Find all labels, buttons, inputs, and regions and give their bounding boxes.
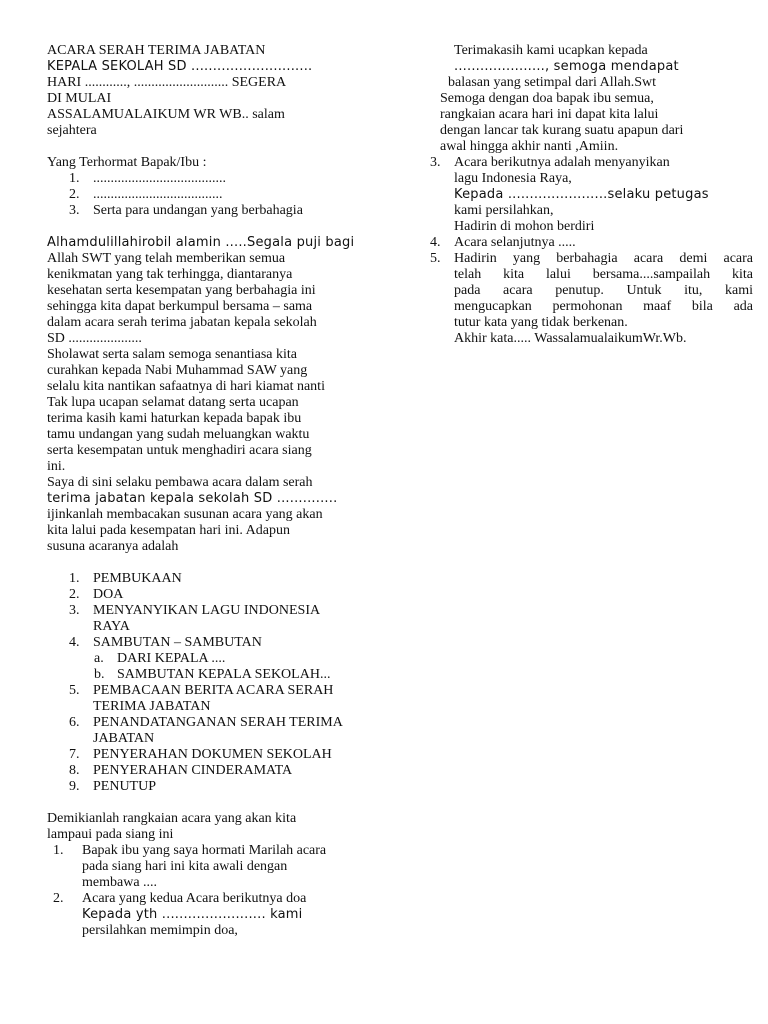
paragraph-line: curahkan kepada Nabi Muhammad SAW yang (47, 363, 308, 378)
step-item-continued: persilahkan memimpin doa, (82, 923, 238, 938)
agenda-item: 7. PENYERAHAN DOKUMEN SEKOLAH (69, 747, 332, 762)
left-column (47, 43, 357, 939)
header-line: ACARA SERAH TERIMA JABATAN (47, 43, 266, 58)
closing-intro (47, 811, 357, 843)
opening-paragraph (47, 235, 357, 555)
paragraph-line: SD ..................... (47, 331, 142, 346)
step-item-continued: Kepada yth ........................ kami (82, 907, 303, 922)
paragraph-line: awal hingga akhir nanti ,Amiin. (440, 139, 619, 154)
paragraph-line: kita lalui pada kesempatan hari ini. Adapun (47, 523, 290, 538)
greeting: Yang Terhormat Bapak/Ibu : (47, 155, 207, 170)
agenda-item-continued: RAYA (93, 619, 130, 634)
list-item: 1. ...................................... (69, 171, 226, 186)
paragraph-line: Alhamdulillahirobil alamin .....Segala puji bagi (47, 235, 355, 250)
document-header (47, 43, 357, 139)
step-item-continued: membawa .... (82, 875, 158, 890)
paragraph-line: ....................., semoga mendapat (454, 59, 679, 74)
step-item: 1. Bapak ibu yang saya hormati Marilah acara (53, 843, 327, 858)
paragraph-line: Semoga dengan doa bapak ibu semua, (440, 91, 654, 106)
step-item: 3. Acara berikutnya adalah menyanyikan (430, 155, 670, 170)
steps-list (47, 843, 357, 939)
step-item-continued: pada siang hari ini kita awali dengan (82, 859, 288, 874)
step-item: 2. Acara yang kedua Acara berikutnya doa (53, 891, 307, 906)
paragraph-line: terima jabatan kepala sekolah SD .............. (47, 491, 338, 506)
paragraph-line: lampaui pada siang ini (47, 827, 174, 842)
header-line: ASSALAMUALAIKUM WR WB.. salam (47, 107, 285, 122)
agenda-item: 1. PEMBUKAAN (69, 571, 182, 586)
paragraph-line: Sholawat serta salam semoga senantiasa kita (47, 347, 297, 362)
header-line: DI MULAI (47, 91, 112, 106)
thanks-paragraph (418, 43, 753, 155)
steps-list-continued (418, 155, 753, 347)
step-item-continued: Hadirin di mohon berdiri (454, 219, 595, 234)
paragraph-line: ijinkanlah membacakan susunan acara yang akan (47, 507, 323, 522)
paragraph-line: balasan yang setimpal dari Allah.Swt (448, 75, 657, 90)
agenda-item: 8. PENYERAHAN CINDERAMATA (69, 763, 293, 778)
paragraph-line: dalam acara serah terima jabatan kepala sekolah (47, 315, 317, 330)
step-item: 4. Acara selanjutnya ..... (430, 235, 576, 250)
paragraph-line: sehingga kita dapat berkumpul bersama – sama (47, 299, 313, 314)
agenda-subitem: a. DARI KEPALA .... (94, 651, 226, 666)
agenda-item: 2. DOA (69, 587, 124, 602)
step-item: 5. Hadirin yang berbahagia acara demi acara (430, 251, 753, 266)
agenda-item: 5. PEMBACAAN BERITA ACARA SERAH (69, 683, 334, 698)
step-item-continued: kami persilahkan, (454, 203, 554, 218)
paragraph-line: ini. (47, 459, 66, 474)
step-item-continued: mengucapkan permohonan maaf bila ada (454, 299, 753, 314)
paragraph-line: Tak lupa ucapan selamat datang serta ucapan (47, 395, 299, 410)
step-item-continued: telah kita lalui bersama....sampailah kita (454, 267, 753, 282)
paragraph-line: susuna acaranya adalah (47, 539, 179, 554)
paragraph-line: Saya di sini selaku pembawa acara dalam serah (47, 475, 313, 490)
paragraph-line: kesehatan serta kesempatan yang berbahagia ini (47, 283, 316, 298)
paragraph-line: Terimakasih kami ucapkan kepada (454, 43, 648, 58)
header-line: sejahtera (47, 123, 97, 138)
paragraph-line: rangkaian acara hari ini dapat kita lalui (440, 107, 659, 122)
list-item: 2. ..................................... (69, 187, 223, 202)
paragraph-line: terima kasih kami haturkan kepada bapak ibu (47, 411, 302, 426)
agenda-item: 4. SAMBUTAN – SAMBUTAN (69, 635, 262, 650)
agenda-list (47, 571, 357, 795)
right-column (418, 43, 753, 347)
step-item-continued: tutur kata yang tidak berkenan. (454, 315, 628, 330)
paragraph-line: serta kesempatan untuk menghadiri acara siang (47, 443, 312, 458)
agenda-item: 3. MENYANYIKAN LAGU INDONESIA (69, 603, 321, 618)
agenda-item-continued: JABATAN (93, 731, 155, 746)
addressee-list (47, 171, 357, 219)
paragraph-line: dengan lancar tak kurang suatu apapun dari (440, 123, 684, 138)
agenda-item-continued: TERIMA JABATAN (93, 699, 211, 714)
header-line: KEPALA SEKOLAH SD ............................ (47, 59, 313, 74)
agenda-subitem: b. SAMBUTAN KEPALA SEKOLAH... (94, 667, 331, 682)
paragraph-line: Allah SWT yang telah memberikan semua (47, 251, 286, 266)
list-item: 3. Serta para undangan yang berbahagia (69, 203, 303, 218)
header-line: HARI ............, ........................... SEGERA (47, 75, 287, 90)
paragraph-line: selalu kita nantikan safaatnya di hari kiamat nanti (47, 379, 325, 394)
step-item-continued: lagu Indonesia Raya, (454, 171, 572, 186)
step-item-continued: pada acara penutup. Untuk itu, kami (454, 283, 753, 298)
closing-line: Akhir kata..... WassalamualaikumWr.Wb. (454, 331, 687, 346)
agenda-item: 6. PENANDATANGANAN SERAH TERIMA (69, 715, 343, 730)
paragraph-line: tamu undangan yang sudah meluangkan waktu (47, 427, 310, 442)
step-item-continued: Kepada .......................selaku petugas (454, 187, 709, 202)
paragraph-line: Demikianlah rangkaian acara yang akan kita (47, 811, 297, 826)
paragraph-line: kenikmatan yang tak terhingga, diantaranya (47, 267, 293, 282)
agenda-item: 9. PENUTUP (69, 779, 157, 794)
